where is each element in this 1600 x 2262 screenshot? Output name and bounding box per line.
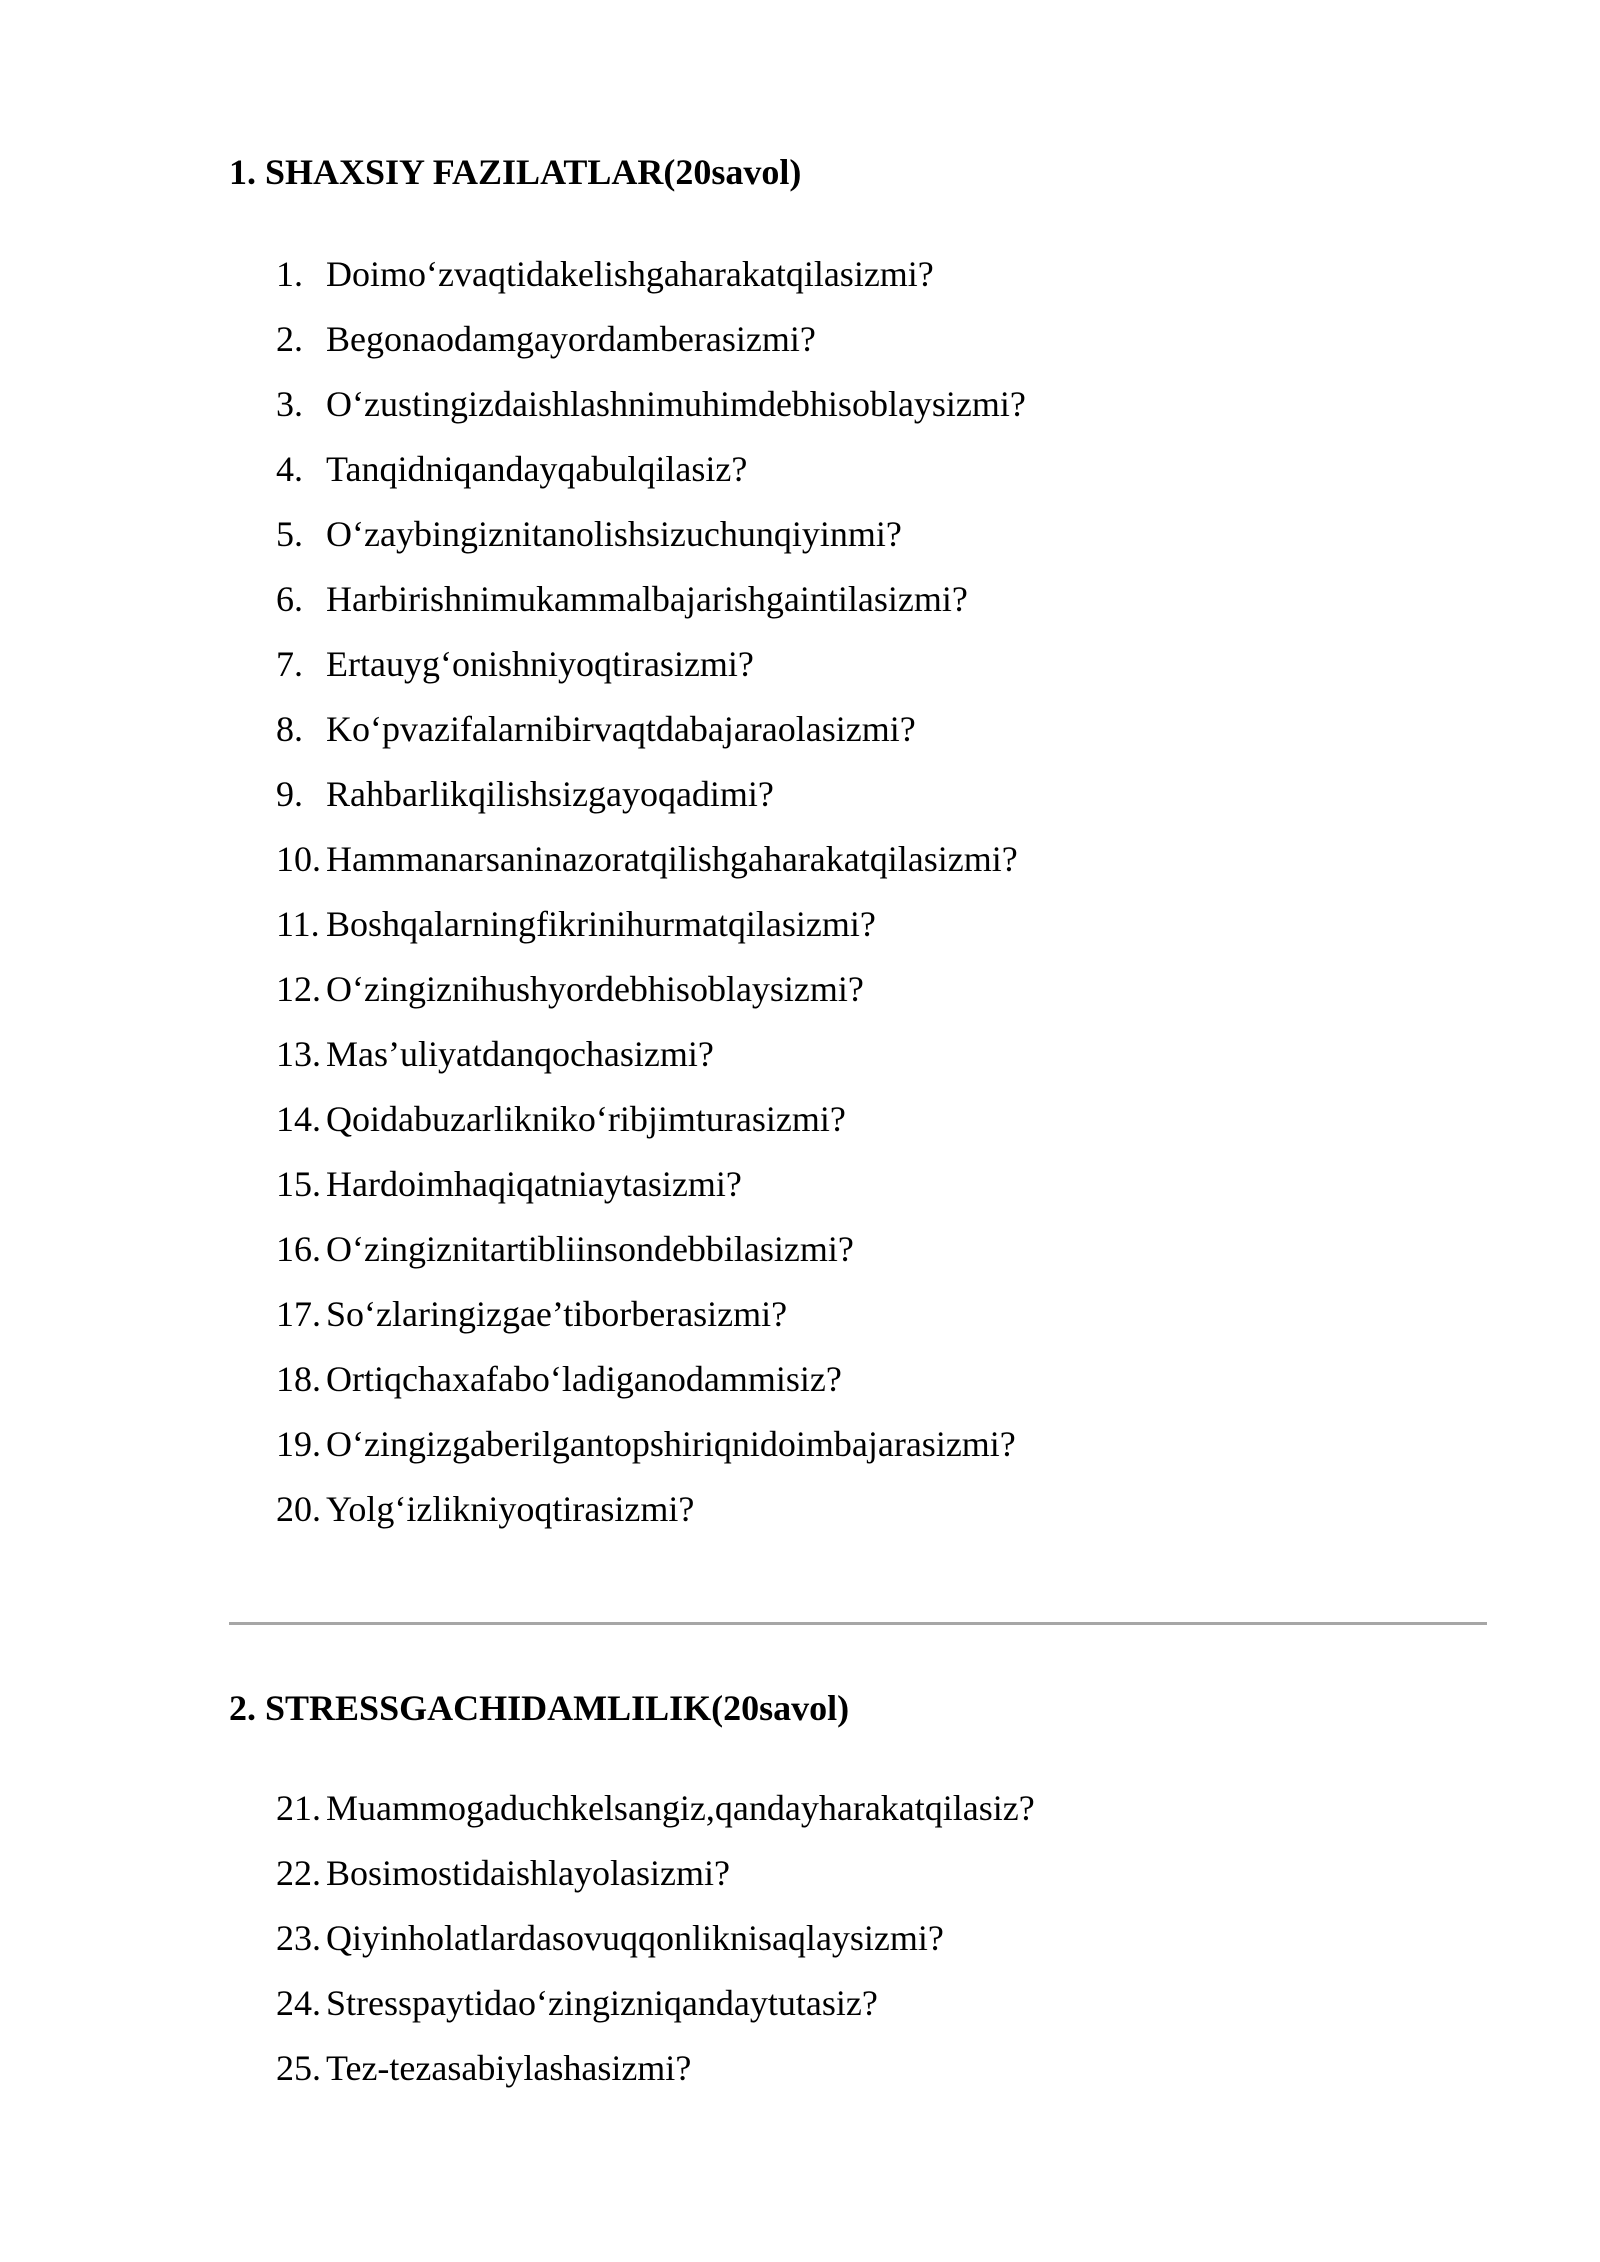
question-text: Rahbarlikqilishsizgayoqadimi? bbox=[326, 774, 774, 814]
question-number: 12. bbox=[276, 969, 321, 1009]
question-text: Ko‘pvazifalarnibirvaqtdabajaraolasizmi? bbox=[326, 709, 916, 749]
list-item bbox=[276, 577, 1026, 642]
question-number: 5. bbox=[276, 514, 303, 554]
list-item bbox=[276, 902, 1026, 967]
question-text: Ertauyg‘onishniyoqtirasizmi? bbox=[326, 644, 754, 684]
question-number: 16. bbox=[276, 1229, 321, 1269]
list-item bbox=[276, 252, 1026, 317]
question-number: 24. bbox=[276, 1983, 321, 2023]
list-item bbox=[276, 837, 1026, 902]
list-item bbox=[276, 1032, 1026, 1097]
list-item bbox=[276, 1851, 1035, 1916]
question-number: 3. bbox=[276, 384, 303, 424]
question-text: Qiyinholatlardasovuqqonliknisaqlaysizmi? bbox=[326, 1918, 944, 1958]
question-number: 8. bbox=[276, 709, 303, 749]
list-item bbox=[276, 642, 1026, 707]
question-text: Doimo‘zvaqtidakelishgaharakatqilasizmi? bbox=[326, 254, 934, 294]
list-item bbox=[276, 382, 1026, 447]
question-number: 7. bbox=[276, 644, 303, 684]
question-number: 6. bbox=[276, 579, 303, 619]
question-number: 2. bbox=[276, 319, 303, 359]
list-item bbox=[276, 772, 1026, 837]
list-item bbox=[276, 1422, 1026, 1487]
question-text: O‘zingizgaberilgantopshiriqnidoimbajarasizmi? bbox=[326, 1424, 1016, 1464]
question-text: Hardoimhaqiqatniaytasizmi? bbox=[326, 1164, 742, 1204]
question-number: 25. bbox=[276, 2048, 321, 2088]
question-number: 20. bbox=[276, 1489, 321, 1529]
question-text: O‘zaybingiznitanolishsizuchunqiyinmi? bbox=[326, 514, 902, 554]
list-item bbox=[276, 707, 1026, 772]
question-list-personal-qualities bbox=[276, 252, 1026, 1552]
list-item bbox=[276, 1162, 1026, 1227]
question-number: 4. bbox=[276, 449, 303, 489]
section-title-stress-resistance: 2. STRESSGACHIDAMLILIK(20savol) bbox=[229, 1688, 850, 1728]
list-item bbox=[276, 1786, 1035, 1851]
list-item bbox=[276, 1097, 1026, 1162]
question-list-stress-resistance bbox=[276, 1786, 1035, 2111]
list-item bbox=[276, 317, 1026, 382]
list-item bbox=[276, 1981, 1035, 2046]
question-text: O‘zustingizdaishlashnimuhimdebhisoblaysizmi? bbox=[326, 384, 1026, 424]
section-divider bbox=[229, 1622, 1487, 1625]
question-number: 10. bbox=[276, 839, 321, 879]
question-number: 22. bbox=[276, 1853, 321, 1893]
question-text: Boshqalarningfikrinihurmatqilasizmi? bbox=[326, 904, 876, 944]
question-number: 18. bbox=[276, 1359, 321, 1399]
question-text: Muammogaduchkelsangiz,qandayharakatqilasiz? bbox=[326, 1788, 1035, 1828]
list-item bbox=[276, 1916, 1035, 1981]
question-number: 23. bbox=[276, 1918, 321, 1958]
question-text: O‘zingiznitartibliinsondebbilasizmi? bbox=[326, 1229, 854, 1269]
list-item bbox=[276, 1292, 1026, 1357]
question-number: 13. bbox=[276, 1034, 321, 1074]
question-text: Yolg‘izlikniyoqtirasizmi? bbox=[326, 1489, 695, 1529]
question-number: 1. bbox=[276, 254, 303, 294]
question-text: Begonaodamgayordamberasizmi? bbox=[326, 319, 816, 359]
question-text: Mas’uliyatdanqochasizmi? bbox=[326, 1034, 714, 1074]
question-number: 21. bbox=[276, 1788, 321, 1828]
question-text: Hammanarsaninazoratqilishgaharakatqilasizmi? bbox=[326, 839, 1018, 879]
question-text: Tez-tezasabiylashasizmi? bbox=[326, 2048, 692, 2088]
list-item bbox=[276, 967, 1026, 1032]
list-item bbox=[276, 447, 1026, 512]
question-text: Harbirishnimukammalbajarishgaintilasizmi? bbox=[326, 579, 968, 619]
question-number: 9. bbox=[276, 774, 303, 814]
list-item bbox=[276, 1357, 1026, 1422]
question-number: 11. bbox=[276, 904, 320, 944]
list-item bbox=[276, 1487, 1026, 1552]
question-text: Bosimostidaishlayolasizmi? bbox=[326, 1853, 730, 1893]
question-text: So‘zlaringizgae’tiborberasizmi? bbox=[326, 1294, 788, 1334]
question-text: Ortiqchaxafabo‘ladiganodammisiz? bbox=[326, 1359, 842, 1399]
list-item bbox=[276, 2046, 1035, 2111]
question-text: Tanqidniqandayqabulqilasiz? bbox=[326, 449, 748, 489]
section-title-personal-qualities: 1. SHAXSIY FAZILATLAR(20savol) bbox=[229, 152, 802, 192]
list-item bbox=[276, 512, 1026, 577]
question-number: 17. bbox=[276, 1294, 321, 1334]
question-number: 19. bbox=[276, 1424, 321, 1464]
question-text: Stresspaytidao‘zingizniqandaytutasiz? bbox=[326, 1983, 878, 2023]
question-number: 14. bbox=[276, 1099, 321, 1139]
question-text: Qoidabuzarlikniko‘ribjimturasizmi? bbox=[326, 1099, 846, 1139]
question-text: O‘zingiznihushyordebhisoblaysizmi? bbox=[326, 969, 864, 1009]
list-item bbox=[276, 1227, 1026, 1292]
question-number: 15. bbox=[276, 1164, 321, 1204]
